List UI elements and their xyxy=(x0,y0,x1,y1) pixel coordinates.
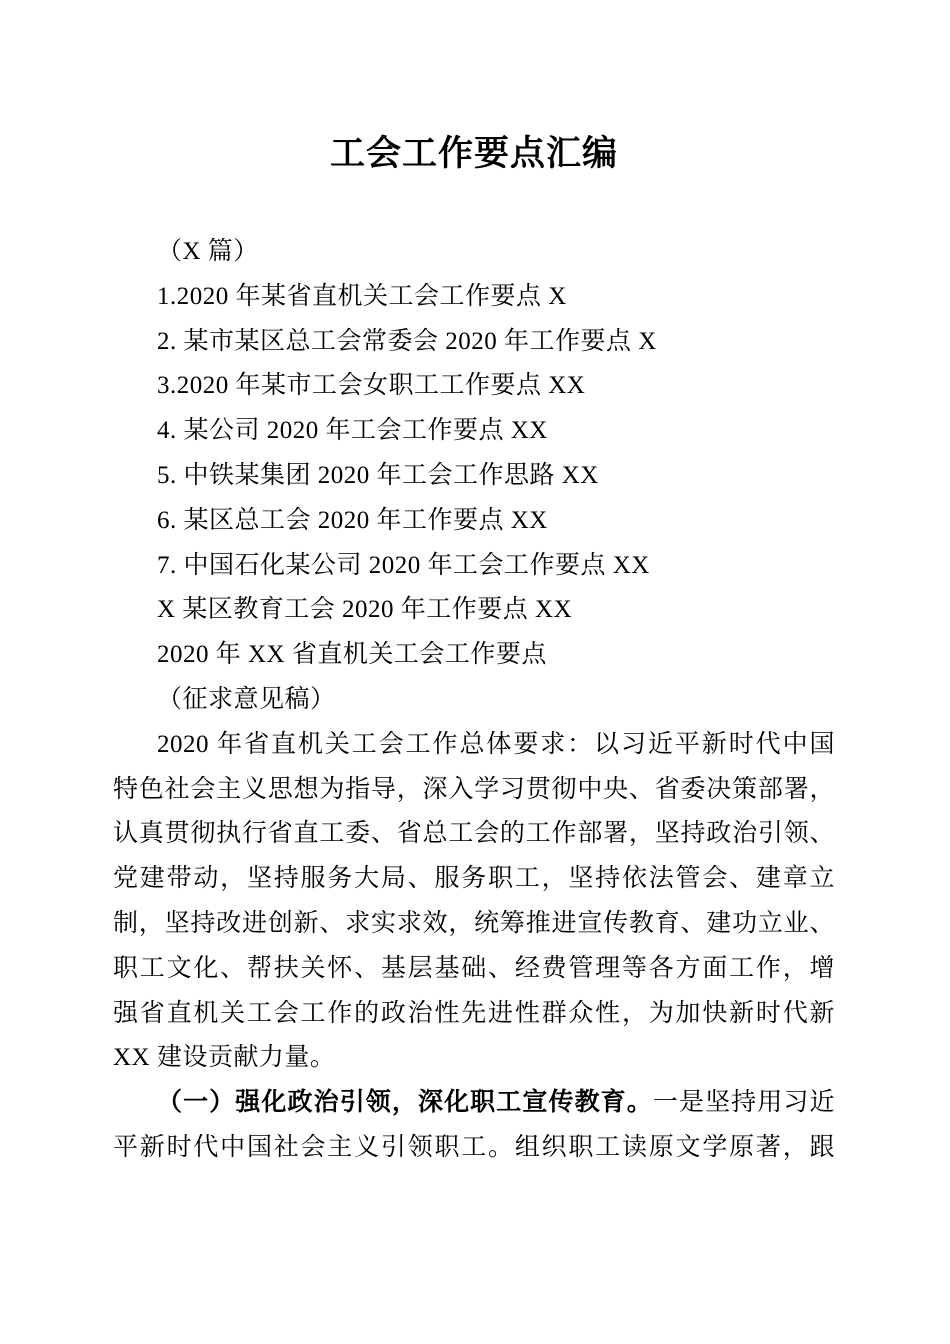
paragraph-line: 认真贯彻执行省直工委、省总工会的工作部署，坚持政治引领、 xyxy=(113,820,835,848)
toc-item-5: 5. 中铁某集团 2020 年工会工作思路 XX xyxy=(157,461,599,489)
paragraph-item-one xyxy=(113,1081,835,1171)
paragraph-line: XX 建设贡献力量。 xyxy=(113,1044,336,1072)
document-body xyxy=(113,230,835,1171)
paragraph-line: 强省直机关工会工作的政治性先进性群众性，为加快新时代新 xyxy=(113,999,835,1027)
paragraph-line: 职工文化、帮扶关怀、基层基础、经费管理等各方面工作，增 xyxy=(113,954,835,982)
toc-item-7: 7. 中国石化某公司 2020 年工会工作要点 XX xyxy=(157,551,650,579)
toc-item-3: 3.2020 年某市工会女职工工作要点 XX xyxy=(157,372,586,400)
toc-item-1: 1.2020 年某省直机关工会工作要点 X xyxy=(157,282,567,310)
section-subheading: （征求意见稿） xyxy=(157,685,336,713)
toc-item-8: X 某区教育工会 2020 年工作要点 XX xyxy=(157,596,573,624)
paragraph-overall-requirements xyxy=(113,723,835,1081)
paragraph-line: 制，坚持改进创新、求实求效，统筹推进宣传教育、建功立业、 xyxy=(113,909,835,937)
toc-item-4: 4. 某公司 2020 年工会工作要点 XX xyxy=(157,417,548,445)
item-one-bold-heading: （一）强化政治引领，深化职工宣传教育。 xyxy=(157,1089,653,1117)
document-title: 工会工作要点汇编 xyxy=(329,134,618,173)
section-heading: 2020 年 XX 省直机关工会工作要点 xyxy=(157,641,547,669)
item-one-text-start: 一是坚持用习近 xyxy=(652,1089,835,1117)
paragraph-line: 2020 年省直机关工会工作总体要求：以习近平新时代中国 xyxy=(157,730,835,758)
toc-count-line: （X 篇） xyxy=(157,238,259,265)
toc-item-2: 2. 某市某区总工会常委会 2020 年工作要点 X xyxy=(157,327,657,355)
paragraph-line: 特色社会主义思想为指导，深入学习贯彻中央、省委决策部署， xyxy=(113,775,835,803)
paragraph-line: 党建带动，坚持服务大局、服务职工，坚持依法管会、建章立 xyxy=(113,865,835,893)
paragraph-line xyxy=(113,1081,835,1126)
toc-item-6: 6. 某区总工会 2020 年工作要点 XX xyxy=(157,506,548,534)
paragraph-line: 平新时代中国社会主义引领职工。组织职工读原文学原著，跟 xyxy=(113,1133,835,1161)
